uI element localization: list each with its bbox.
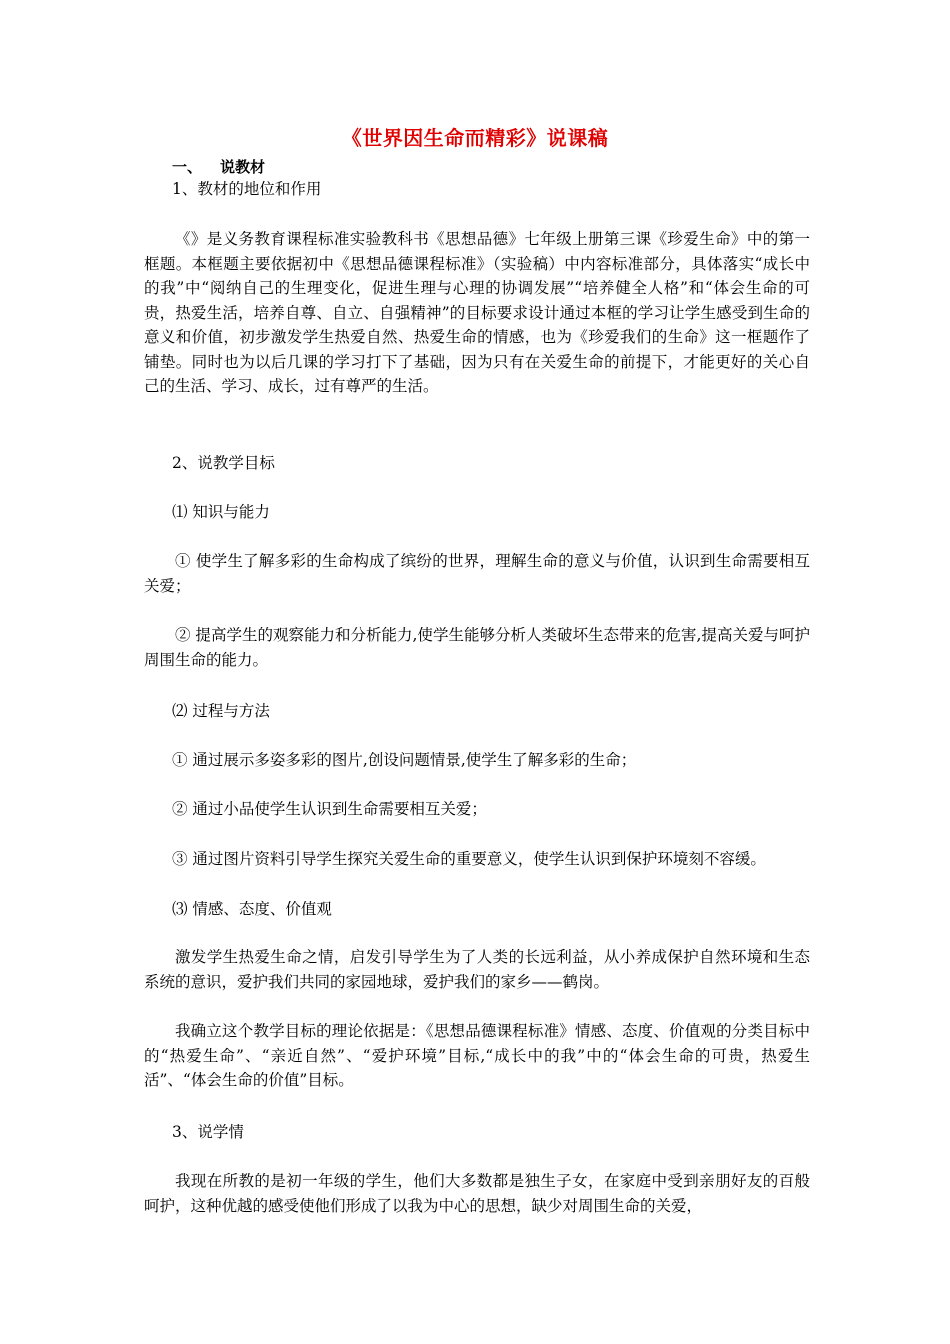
goal-basis-paragraph: 我确立这个教学目标的理论依据是：《思想品德课程标准》情感、态度、价值观的分类目标中的“热爱生命”、“亲近自然”、“爱护环境”目标,“成长中的我”中的“体会生命的可贵，热爱生活”、“体会生命的价值”目标。 [144, 1022, 810, 1089]
goal-knowledge-item-2: ② 提高学生的观察能力和分析能力,使学生能够分析人类破坏生态带来的危害,提高关爱与呵护周围生命的能力。 [144, 626, 810, 669]
section-title: 说教材 [220, 158, 266, 176]
subheading-student-analysis: 3、说学情 [172, 1123, 244, 1141]
section-heading-teaching-material [172, 156, 265, 178]
document-title: 《世界因生命而精彩》说课稿 [341, 126, 609, 150]
goal-process-item-2: ② 通过小品使学生认识到生命需要相互关爱； [172, 800, 487, 818]
goal-knowledge-item-1: ① 使学生了解多彩的生命构成了缤纷的世界，理解生命的意义与价值，认识到生命需要相互关爱； [144, 552, 810, 595]
subheading-material-role: 1、教材的地位和作用 [172, 180, 322, 198]
goal-process-method-title: ⑵ 过程与方法 [172, 702, 270, 720]
goal-emotion-title: ⑶ 情感、态度、价值观 [172, 900, 332, 918]
goal-emotion-paragraph: 激发学生热爱生命之情，启发引导学生为了人类的长远利益，从小养成保护自然环境和生态系统的意识，爱护我们共同的家园地球，爱护我们的家乡——鹤岗。 [144, 948, 810, 991]
goal-process-item-3: ③ 通过图片资料引导学生探究关爱生命的重要意义，使学生认识到保护环境刻不容缓。 [172, 850, 766, 868]
paragraph-material-role: 《》是义务教育课程标准实验教科书《思想品德》七年级上册第三课《珍爱生命》中的第一框题。本框题主要依据初中《思想品德课程标准》（实验稿）中内容标准部分，具体落实“成长中的我”中“阅纳自己的生理变化，促进生理与心理的协调发展”“培养健全人格”和“体会生命的可贵，热爱生活，培养自尊、自立、自强精神”的目标要求设计通过本框的学习让学生感受到生命的意义和价值，初步激发学生热爱自然、热爱生命的情感，也为《珍爱我们的生命》这一框题作了铺垫。同时也为以后几课的学习打下了基础，因为只有在关爱生命的前提下，才能更好的关心自己的生活、学习、成长，过有尊严的生活。 [144, 230, 810, 395]
section-number: 一、 [172, 158, 203, 176]
goal-process-item-1: ① 通过展示多姿多彩的图片,创设问题情景,使学生了解多彩的生命； [172, 751, 637, 769]
goal-knowledge-ability-title: ⑴ 知识与能力 [172, 503, 270, 521]
paragraph-student-analysis: 我现在所教的是初一年级的学生，他们大多数都是独生子女，在家庭中受到亲朋好友的百般呵护，这种优越的感受使他们形成了以我为中心的思想，缺少对周围生命的关爱， [144, 1172, 810, 1215]
subheading-teaching-goals: 2、说教学目标 [172, 454, 275, 472]
